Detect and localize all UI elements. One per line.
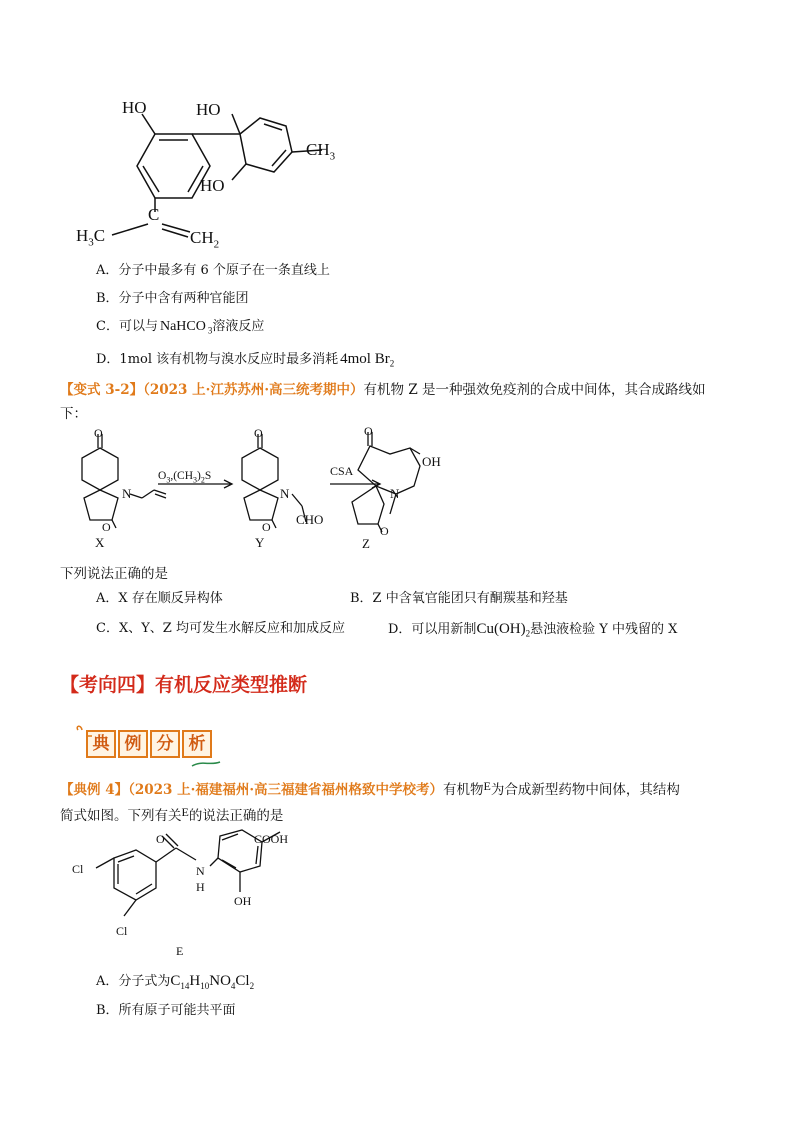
amide-o-label: O: [156, 832, 165, 846]
chloro-label-1: Cl: [72, 862, 84, 876]
y-lactam-o-label: O: [262, 520, 271, 534]
q2-option-b: B．Z 中含氧官能团只有酮羰基和羟基: [350, 591, 568, 606]
q2-option-c: C．X、Y、Z 均可发生水解反应和加成反应: [96, 621, 345, 636]
z-lactam-o-label: O: [380, 524, 389, 538]
stamp-char: 析: [182, 730, 212, 758]
reagent-1-label: $O_3,(CH_3)_2S$: [158, 470, 212, 485]
q3-option-b: B．所有原子可能共平面: [96, 1003, 236, 1018]
q2-prompt: 下列说法正确的是: [60, 566, 168, 582]
q2-stem-line2: 下：: [60, 406, 87, 422]
reagent-2-label: CSA: [330, 464, 354, 478]
hydroxyl-label-1: HO: [122, 98, 147, 117]
amide-h-label: H: [196, 880, 205, 894]
stamp-char: 分: [150, 730, 180, 758]
y-oxo-label: O: [254, 426, 263, 440]
q2-option-d: D．可以用新制$Cu(OH)_2$悬浊液检验 Y 中残留的 X: [388, 621, 678, 639]
x-lactam-o-label: O: [102, 520, 111, 534]
y-n-label: N: [280, 486, 290, 501]
label-e: E: [176, 944, 184, 958]
q3-option-a: A．分子式为$C_{14}H_{10}NO_4Cl_2$: [96, 973, 255, 991]
hydroxyl-label-3: HO: [200, 176, 225, 195]
x-oxo-label: O: [94, 426, 103, 440]
q1-option-c: C．可以与 NaHCO $_3$溶液反应: [96, 319, 265, 336]
stamp-char: 例: [118, 730, 148, 758]
methyl-label: $CH_3$: [306, 140, 336, 163]
label-x: X: [95, 535, 105, 550]
amide-n-label: N: [196, 864, 205, 878]
z-n-label: N: [390, 486, 400, 501]
label-y: Y: [255, 535, 265, 550]
q1-option-d: D．1mol 该有机物与溴水反应时最多消耗 4mol $Br_2$: [96, 351, 395, 369]
hydroxyl-label-2: HO: [196, 100, 221, 119]
q3-stem: 【典例 4】（2023 上·福建福州·高三福建省福州格致中学校考）有机物E为合成新型药物中间体，其结构: [60, 779, 680, 798]
stamp-decoration: [72, 722, 222, 772]
z-oxo-label: O: [364, 424, 373, 438]
chloro-label-2: Cl: [116, 924, 128, 938]
q2-stem: 【变式 3-2】（2023 上·江苏苏州·高三统考期中）有机物 Z 是一种强效免疫剂的合成中间体，其合成路线如: [60, 382, 706, 398]
q1-option-a: A．分子中最多有 6 个原子在一条直线上: [96, 263, 330, 278]
z-oh-label: OH: [422, 454, 441, 469]
y-cho-label: CHO: [296, 512, 324, 527]
q1-option-b: B．分子中含有两种官能团: [96, 291, 249, 306]
stamp-char: 典: [86, 730, 116, 758]
h3c-label: $H_3C$: [76, 226, 106, 249]
label-z: Z: [362, 536, 370, 551]
q2-option-a: A．X 存在顺反异构体: [96, 591, 223, 606]
section-heading: 【考向四】有机反应类型推断: [60, 674, 308, 696]
cooh-label: COOH: [254, 832, 289, 846]
carbon-label: C: [148, 205, 160, 224]
q3-stem-line2: 简式如图。下列有关E的说法正确的是: [60, 805, 284, 824]
phenol-oh-label: OH: [234, 894, 252, 908]
ch2-label: $CH_2$: [190, 228, 220, 251]
x-n-label: N: [122, 486, 132, 501]
